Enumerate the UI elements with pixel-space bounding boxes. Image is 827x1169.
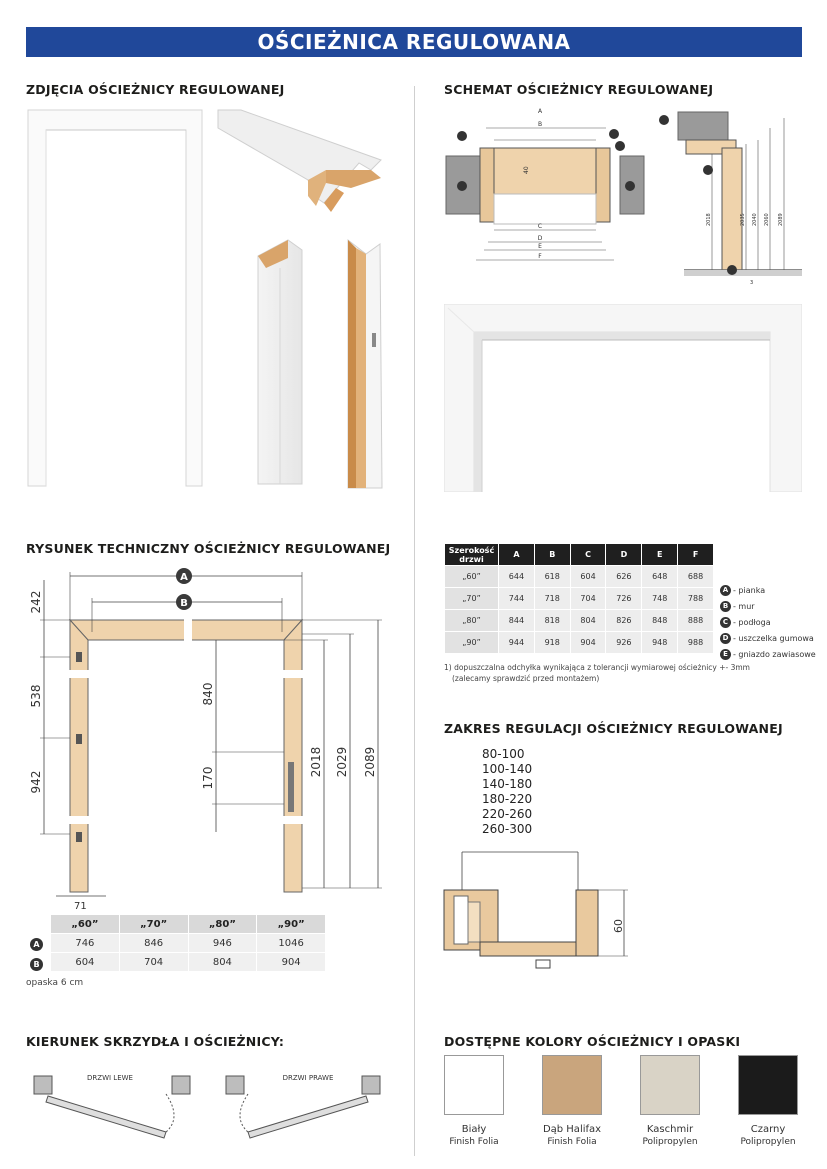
- dim-942: 942: [29, 770, 43, 794]
- frame-jamb-photo-wood: [348, 240, 382, 488]
- swatch-kaschmir: [640, 1055, 700, 1115]
- schema-label-d: D: [537, 235, 543, 242]
- row-b-badge: B: [30, 958, 43, 971]
- door-direction-diagrams: [26, 1066, 406, 1146]
- spec-cell: 648: [642, 566, 678, 588]
- badge-e-icon: [609, 129, 619, 139]
- spec-cell: 744: [499, 588, 535, 610]
- badge-d-icon: [703, 165, 713, 175]
- swatch-material: Finish Folia: [449, 1137, 499, 1147]
- schema-height-2035: 2035: [740, 213, 746, 226]
- spec-cell: 704: [570, 588, 606, 610]
- badge-a-icon: [457, 131, 467, 141]
- page-banner: [26, 27, 802, 57]
- schema-height-2060: 2060: [764, 213, 770, 226]
- range-section-title: ZAKRES REGULACJI OŚCIEŻNICY REGULOWANEJ: [444, 721, 783, 736]
- colors-section-title: DOSTĘPNE KOLORY OŚCIEŻNICY I OPASKI: [444, 1034, 741, 1049]
- spec-row-size: „60”: [445, 566, 499, 588]
- dim-840: 840: [201, 682, 215, 706]
- profile-section: [440, 850, 640, 980]
- table-row: [445, 566, 714, 588]
- table-row: [51, 953, 326, 972]
- swatch-material: Finish Folia: [547, 1137, 597, 1147]
- schema-label-c: C: [537, 223, 543, 230]
- schema-section-title: SCHEMAT OŚCIEŻNICY REGULOWANEJ: [444, 82, 714, 97]
- page-title: OŚCIEŻNICA REGULOWANA: [257, 30, 571, 54]
- dim-71: 71: [74, 901, 87, 910]
- legend-item: E - gniazdo zawiasowe: [720, 646, 816, 662]
- spec-table: [444, 543, 714, 654]
- jamb-dimension-table: [50, 914, 326, 972]
- swatch-name: Czarny: [750, 1124, 786, 1135]
- frame-photos: [26, 108, 406, 498]
- table-row: [445, 632, 714, 654]
- direction-section-title: KIERUNEK SKRZYDŁA I OŚCIEŻNICY:: [26, 1034, 285, 1049]
- column-divider: [414, 86, 415, 1156]
- frame-front-photo: [28, 110, 202, 486]
- table-cell: 904: [257, 953, 326, 972]
- spec-cell: 748: [642, 588, 678, 610]
- legend-item: D - uszczelka gumowa: [720, 630, 816, 646]
- bottom-table-wrapper: [26, 914, 326, 988]
- spec-col-header: E: [642, 544, 678, 566]
- schema-floor-dim: 3: [750, 280, 754, 284]
- col-header: „70”: [119, 915, 188, 934]
- col-header: „90”: [257, 915, 326, 934]
- spec-col-header: F: [678, 544, 714, 566]
- range-item: 220-260: [482, 807, 533, 821]
- schema-label-b: B: [537, 121, 543, 128]
- spec-cell: 904: [570, 632, 606, 654]
- door-right-label: DRZWI PRAWE: [282, 1074, 334, 1082]
- schema-diagram: [440, 104, 805, 284]
- spec-col-header: D: [606, 544, 642, 566]
- technical-section-title: RYSUNEK TECHNICZNY OŚCIEŻNICY REGULOWANEJ: [26, 541, 391, 556]
- schema-label-f: F: [538, 253, 542, 260]
- schema-dim-40: 40: [523, 166, 530, 174]
- spec-cell: 888: [678, 610, 714, 632]
- spec-cell: 844: [499, 610, 535, 632]
- photos-section-title: ZDJĘCIA OŚCIEŻNICY REGULOWANEJ: [26, 82, 285, 97]
- range-item: 80-100: [482, 747, 525, 761]
- dim-242: 242: [29, 590, 43, 614]
- door-left-label: DRZWI LEWE: [87, 1074, 133, 1082]
- table-row: [445, 610, 714, 632]
- legend: [720, 582, 816, 662]
- schema-label-e: E: [538, 243, 542, 250]
- spec-cell: 848: [642, 610, 678, 632]
- spec-row-size: „70”: [445, 588, 499, 610]
- spec-cell: 604: [570, 566, 606, 588]
- table-cell: 804: [188, 953, 257, 972]
- table-row: [51, 934, 326, 953]
- profile-dim-60: 60: [612, 919, 625, 933]
- col-header: „60”: [51, 915, 120, 934]
- spec-cell: 788: [678, 588, 714, 610]
- table-cell: 846: [119, 934, 188, 953]
- frame-corner-photo: [218, 110, 381, 212]
- dim-538: 538: [29, 684, 43, 708]
- spec-col-header: A: [499, 544, 535, 566]
- range-item: 140-180: [482, 777, 533, 791]
- swatch-material: Polipropylen: [642, 1137, 698, 1147]
- spec-cell: 926: [606, 632, 642, 654]
- spec-cell: 726: [606, 588, 642, 610]
- dim-2089: 2089: [363, 746, 377, 778]
- dim-2018: 2018: [309, 746, 323, 778]
- door-right-diagram: [226, 1074, 380, 1138]
- table-header: [51, 915, 326, 934]
- badge-d-icon: [615, 141, 625, 151]
- swatch-dab-halifax: [542, 1055, 602, 1115]
- spec-col-header: B: [534, 544, 570, 566]
- spec-col-header: C: [570, 544, 606, 566]
- spec-cell: 618: [534, 566, 570, 588]
- row-a-badge: A: [30, 938, 43, 951]
- range-item: 180-220: [482, 792, 533, 806]
- spec-cell: 988: [678, 632, 714, 654]
- table-cell: 746: [51, 934, 120, 953]
- frame-jamb-photo-white: [258, 240, 302, 484]
- legend-item: B - mur: [720, 598, 816, 614]
- swatch-name: Kaschmir: [646, 1124, 694, 1135]
- swatch-name: Dąb Halifax: [542, 1124, 602, 1135]
- spec-cell: 644: [499, 566, 535, 588]
- spec-header-width: Szerokość drzwi: [445, 544, 499, 566]
- spec-cell: 688: [678, 566, 714, 588]
- spec-row-size: „80”: [445, 610, 499, 632]
- range-item: 100-140: [482, 762, 533, 776]
- badge-a-icon: [659, 115, 669, 125]
- frame-corner-closeup: [444, 304, 802, 492]
- swatch-material: Polipropylen: [740, 1137, 796, 1147]
- tolerance-note: 1) dopuszczalna odchyłka wynikająca z tolerancji wymiarowej ościeżnicy +- 3mm (zalecamy sprawdzić przed montażem): [444, 663, 750, 683]
- schema-height-2040: 2040: [752, 213, 758, 226]
- dim-b-label: B: [180, 598, 188, 609]
- table-cell: 1046: [257, 934, 326, 953]
- spec-cell: 804: [570, 610, 606, 632]
- spec-cell: 826: [606, 610, 642, 632]
- door-left-diagram: [34, 1074, 190, 1138]
- range-list: [482, 747, 532, 837]
- badge-b-icon: [625, 181, 635, 191]
- table-cell: 604: [51, 953, 120, 972]
- col-header: „80”: [188, 915, 257, 934]
- spec-cell: 948: [642, 632, 678, 654]
- dim-2029: 2029: [335, 746, 349, 778]
- table-cell: 704: [119, 953, 188, 972]
- table-row: [445, 588, 714, 610]
- dim-a-label: A: [180, 572, 188, 583]
- spec-cell: 918: [534, 632, 570, 654]
- spec-cell: 818: [534, 610, 570, 632]
- schema-height-2018: 2018: [706, 213, 712, 226]
- swatch-bialy: [444, 1055, 504, 1115]
- swatch-czarny: [738, 1055, 798, 1115]
- badge-c-icon: [727, 265, 737, 275]
- schema-label-a: A: [537, 108, 543, 115]
- dim-170: 170: [201, 766, 215, 790]
- table-cell: 946: [188, 934, 257, 953]
- range-item: 260-300: [482, 822, 533, 836]
- trim-note: opaska 6 cm: [26, 978, 84, 988]
- spec-row-size: „90”: [445, 632, 499, 654]
- badge-b-icon: [457, 181, 467, 191]
- technical-drawing: [26, 562, 406, 910]
- swatch-name: Biały: [461, 1124, 487, 1135]
- legend-item: C - podłoga: [720, 614, 816, 630]
- schema-height-2089: 2089: [778, 213, 784, 226]
- spec-cell: 626: [606, 566, 642, 588]
- spec-table-header: [445, 544, 714, 566]
- spec-cell: 718: [534, 588, 570, 610]
- spec-cell: 944: [499, 632, 535, 654]
- legend-item: A - pianka: [720, 582, 816, 598]
